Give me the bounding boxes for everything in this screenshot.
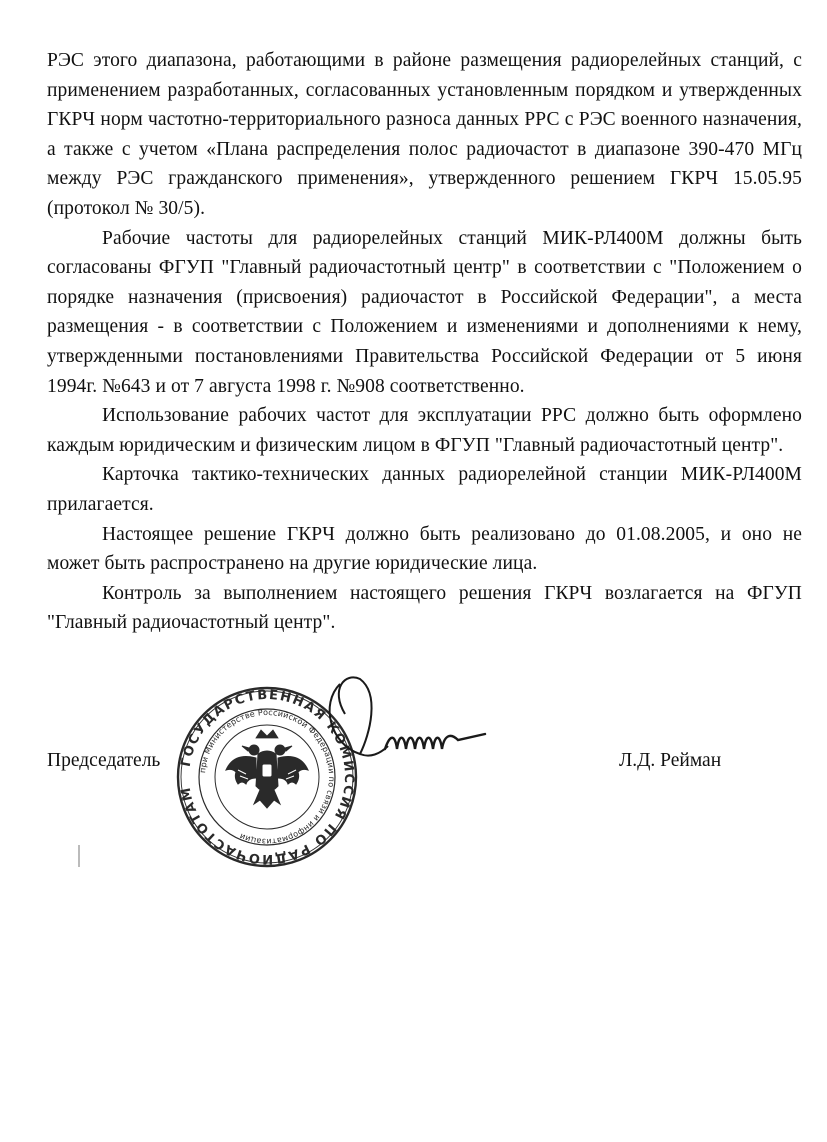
signer-title: Председатель xyxy=(47,750,161,771)
paragraph-6: Контроль за выполнением настоящего решения ГКРЧ возлагается на ФГУП "Главный радиочастотный центр". xyxy=(47,582,802,634)
paragraph-1: РЭС этого диапазона, работающими в районе размещения радиорелейных станций, с применением разработанных, согласованных установленным порядком и утвержденных ГКРЧ норм частотно-территориального разноса данных РРС с РЭС военного назначения, а также с учетом «Плана распределения полос радиочастот в диапазоне 390-470 МГц между РЭС гражданского применения», утвержденного решением ГКРЧ 15.05.95 (протокол № 30/5). xyxy=(47,50,802,219)
paragraph-3: Использование рабочих частот для эксплуатации РРС должно быть оформлено каждым юридическим и физическим лицом в ФГУП "Главный радиочастотный центр". xyxy=(47,405,802,456)
paragraph-2: Рабочие частоты для радиорелейных станций МИК-РЛ400М должны быть согласованы ФГУП "Главный радиочастотный центр" в соответствии с "Положением о порядке назначения (присвоения) радиочастот в Российской Федерации", а места размещения - в соответствии с Положением и изменениями и дополнениями к нему, утвержденными постановлениями Правительства Российской Федерации от 5 июня 1994г. №643 и от 7 августа 1998 г. №908 соответственно. xyxy=(47,227,802,397)
document-body xyxy=(47,46,802,638)
double-headed-eagle-icon xyxy=(226,730,308,808)
scan-artifact xyxy=(78,845,80,867)
paragraph-4: Карточка тактико-технических данных радиорелейной станции МИК-РЛ400М прилагается. xyxy=(47,464,802,515)
signer-name: Л.Д. Рейман xyxy=(619,750,722,771)
handwritten-signature xyxy=(300,674,500,784)
seal-inner-text: при Министерстве Российской Федерации по связи и информатизации xyxy=(198,707,337,847)
paragraph-5: Настоящее решение ГКРЧ должно быть реализовано до 01.08.2005, и оно не может быть распространено на другие юридические лица. xyxy=(47,523,802,575)
seal-outer-text: ГОСУДАРСТВЕННАЯ КОМИССИЯ ПО РАДИОЧАСТОТАМ xyxy=(178,687,357,867)
